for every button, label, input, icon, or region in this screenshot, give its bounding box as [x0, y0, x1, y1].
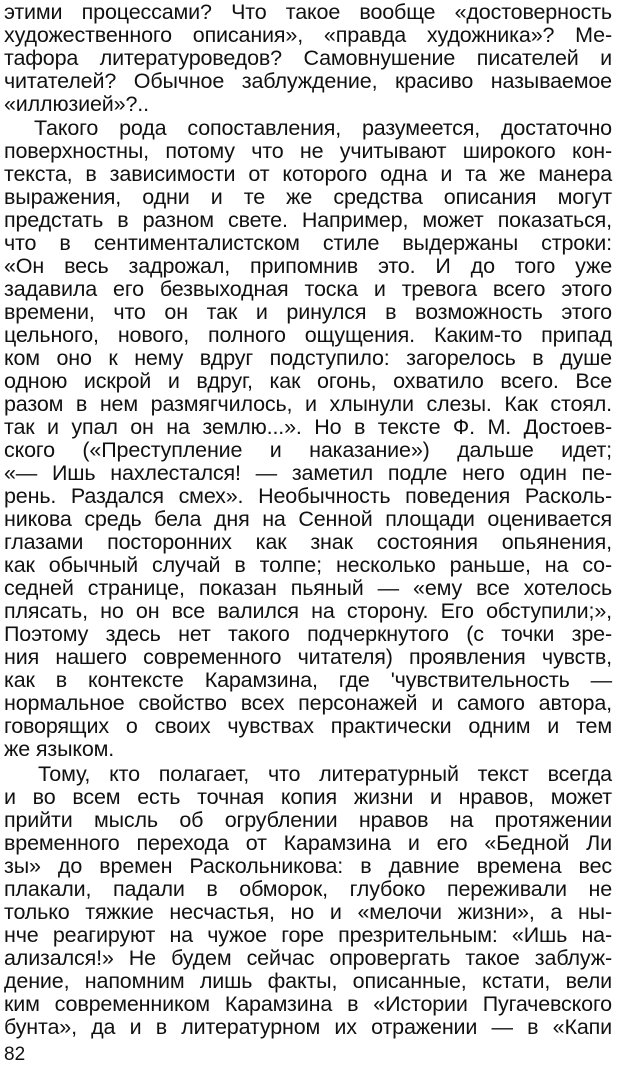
- text-line: никова средь бела дня на Сенной площади оценивается: [4, 507, 612, 531]
- text-line: «иллюзией»?..: [4, 92, 149, 116]
- text-line: так и упал он на землю...». Но в тексте Ф. М. Достоев-: [4, 415, 612, 439]
- text-line: как в контексте Карамзина, где 'чувствительность —: [4, 668, 612, 692]
- text-line: ком оно к нему вдруг подступило: загорелось в душе: [4, 346, 612, 370]
- text-line: временного перехода от Карамзина и его «Бедной Ли: [4, 831, 612, 855]
- text-line: рень. Раздался смех». Необычность поведения Расколь-: [4, 484, 612, 508]
- text-line: читателей? Обычное заблуждение, красиво называемое: [4, 69, 612, 93]
- text-line: разом в нем размягчилось, и хлынули слезы. Как стоял.: [4, 392, 612, 416]
- text-line: что в сентименталистском стиле выдержаны строки:: [4, 231, 612, 255]
- text-line: Поэтому здесь нет такого подчеркнутого (с точки зре-: [4, 622, 612, 646]
- text-line: одною искрой и вдруг, как огонь, охватило всего. Все: [4, 369, 612, 393]
- text-line: ализался!» Не будем сейчас опровергать такое заблуж-: [4, 946, 612, 970]
- text-line: текста, в зависимости от которого одна и та же манера: [4, 162, 612, 186]
- text-line: прийти мысль об огрублении нравов на протяжении: [4, 808, 612, 832]
- text-line: этими процессами? Что такое вообще «достоверность: [4, 0, 612, 24]
- text-line: поверхностны, потому что не учитывают широкого кон-: [4, 139, 612, 163]
- text-line: говорящих о своих чувствах практически одним и тем: [4, 714, 612, 738]
- text-line: плакали, падали в обморок, глубоко переживали не: [4, 877, 612, 901]
- text-line: «— Ишь нахлестался! — заметил подле него один пе-: [4, 461, 612, 485]
- text-line: зы» до времен Раскольникова: в давние времена вес: [4, 854, 612, 878]
- text-line: нормальное свойство всех персонажей и самого автора,: [4, 691, 612, 715]
- text-line: бунта», да и в литературном их отражении — в «Капи: [4, 1015, 612, 1039]
- text-line: Тому, кто полагает, что литературный текст всегда: [38, 762, 612, 786]
- text-line: Такого рода сопоставления, разумеется, достаточно: [34, 116, 612, 140]
- text-line: «Он весь задрожал, припомнив это. И до того уже: [4, 254, 612, 278]
- text-line: художественного описания», «правда художника»? Ме-: [4, 23, 612, 47]
- page-number: 82: [4, 1044, 26, 1065]
- text-line: времени, что он так и ринулся в возможность этого: [4, 300, 612, 324]
- text-line: выражения, одни и те же средства описания могут: [4, 185, 612, 209]
- text-line: ния нашего современного читателя) проявления чувств,: [4, 645, 612, 669]
- text-line: цельного, нового, полного ощущения. Каким-то припад: [4, 323, 612, 347]
- text-line: ского («Преступление и наказание») дальше идет;: [4, 438, 612, 462]
- text-line: как обычный случай в толпе; несколько раньше, на со-: [4, 553, 612, 577]
- text-line: тафора литературоведов? Самовнушение писателей и: [4, 46, 612, 70]
- text-line: только тяжкие несчастья, но и «мелочи жизни», а ны-: [4, 900, 612, 924]
- text-line: предстать в разном свете. Например, может показаться,: [4, 208, 612, 232]
- text-line: седней странице, показан пьяный — «ему все хотелось: [4, 576, 612, 600]
- text-line: глазами посторонних как знак состояния опьянения,: [4, 530, 612, 554]
- text-line: же языком.: [4, 737, 115, 761]
- text-line: задавила его безвыходная тоска и тревога всего этого: [4, 277, 612, 301]
- text-line: плясать, но он все валился на сторону. Его обступили;»,: [4, 599, 612, 623]
- text-line: и во всем есть точная копия жизни и нравов, может: [4, 785, 612, 809]
- text-line: нче реагируют на чужое горе презрительным: «Ишь на-: [4, 923, 612, 947]
- text-line: дение, напомним лишь факты, описанные, кстати, вели: [4, 969, 612, 993]
- text-line: ким современником Карамзина в «Истории Пугачевского: [4, 992, 612, 1016]
